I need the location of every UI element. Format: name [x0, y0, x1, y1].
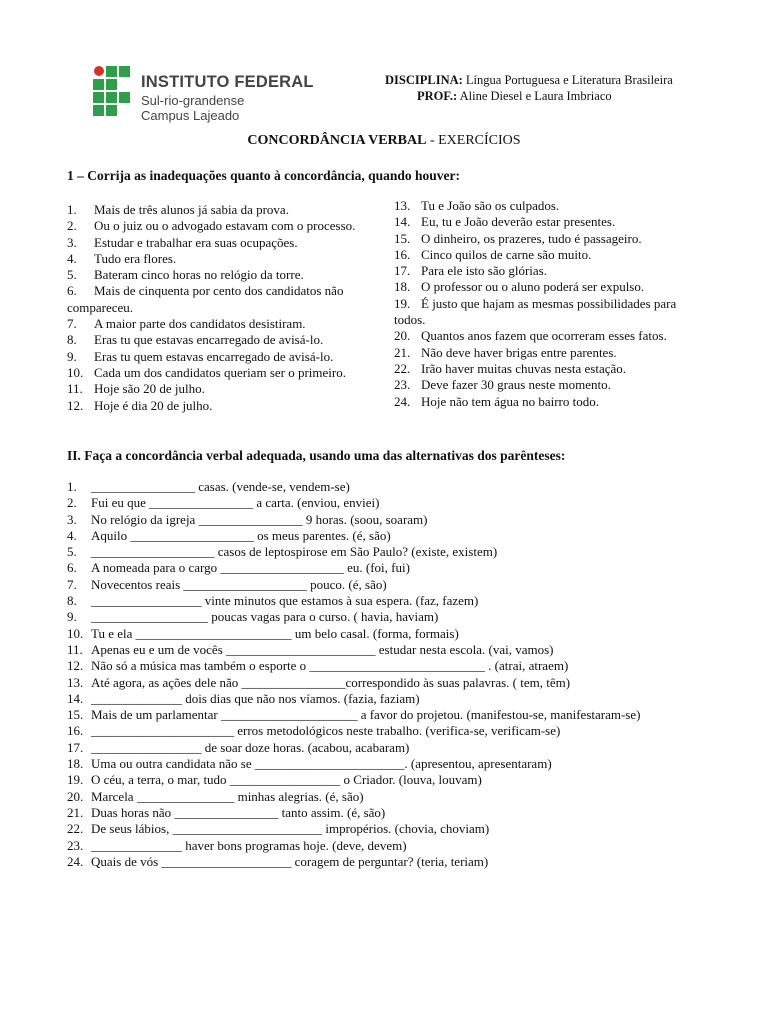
list-item: [67, 723, 747, 739]
list-item-text: ______________________ erros metodológicos neste trabalho. (verifica-se, verificam-se): [91, 723, 561, 739]
list-item-text: Tu e João são os culpados.: [421, 198, 560, 213]
professor-line: [385, 88, 673, 104]
list-item-text: __________________ poucas vagas para o curso. ( havia, haviam): [91, 609, 439, 625]
list-item-text: _________________ de soar doze horas. (acabou, acabaram): [91, 739, 410, 755]
list-item: [67, 283, 372, 316]
list-item: [67, 512, 747, 528]
list-item: [394, 279, 699, 295]
list-item-number: 18.: [394, 279, 411, 295]
list-item: [67, 479, 747, 495]
list-item-number: 13.: [67, 674, 84, 690]
list-item-number: 5.: [67, 267, 77, 283]
list-item-text: Bateram cinco horas no relógio da torre.: [94, 267, 304, 283]
list-item-text: Até agora, as ações dele não ________________correspondido às suas palavras. ( tem, têm): [91, 674, 571, 690]
list-item-number: 5.: [67, 544, 77, 560]
list-item: [394, 263, 699, 279]
list-item-text: Uma ou outra candidata não se _______________________. (apresentou, apresentaram): [91, 756, 552, 772]
list-item: [67, 398, 372, 414]
section2-list: [67, 479, 747, 870]
list-item: [67, 675, 747, 691]
logo-green-square: [93, 79, 104, 90]
list-item: [394, 231, 699, 247]
list-item-text: Hoje não tem água no bairro todo.: [421, 393, 599, 409]
list-item-text: Marcela _______________ minhas alegrias. (é, são): [91, 788, 364, 804]
logo-campus-line1: Sul-rio-grandense: [141, 93, 245, 108]
list-item-text: Para ele isto são glórias.: [421, 263, 547, 279]
list-item-number: 18.: [67, 756, 84, 772]
list-item: [67, 658, 747, 674]
list-item: [67, 740, 747, 756]
list-item-number: 11.: [67, 641, 83, 657]
list-item-text: Mais de cinquenta por cento dos candidatos não compareceu.: [67, 283, 344, 315]
institution-logo-icon: [93, 66, 137, 122]
list-item-number: 23.: [394, 377, 411, 393]
list-item-text: O professor ou o aluno poderá ser expulso.: [421, 279, 645, 295]
list-item-number: 7.: [67, 316, 77, 332]
list-item: [67, 838, 747, 854]
list-item-number: 6.: [67, 560, 77, 576]
list-item-number: 7.: [67, 576, 77, 592]
list-item: [394, 361, 699, 377]
list-item-text: Eu, tu e João deverão estar presentes.: [421, 214, 616, 230]
list-item: [67, 267, 372, 283]
list-item: [67, 495, 747, 511]
list-item-number: 12.: [67, 397, 84, 413]
list-item-text: Cada um dos candidatos queriam ser o primeiro.: [94, 364, 346, 380]
list-item: [394, 214, 699, 230]
list-item: [67, 772, 747, 788]
list-item: [67, 821, 747, 837]
list-item-text: Estudar e trabalhar era suas ocupações.: [94, 234, 298, 250]
list-item-number: 6.: [67, 283, 77, 299]
list-item-number: 24.: [67, 853, 84, 869]
list-item: [67, 609, 747, 625]
logo-green-square: [106, 66, 117, 77]
list-item: [67, 381, 372, 397]
list-item-number: 9.: [67, 348, 77, 364]
list-item-number: 4.: [67, 527, 77, 543]
list-item-text: Duas horas não ________________ tanto assim. (é, são): [91, 804, 386, 820]
list-item: [394, 328, 699, 344]
list-item-number: 21.: [394, 344, 411, 360]
list-item-number: 15.: [394, 230, 411, 246]
list-item-text: ______________ dois dias que não nos víamos. (fazia, faziam): [91, 690, 420, 706]
list-item-text: Tu e ela ________________________ um belo casal. (forma, formais): [91, 625, 459, 641]
list-item-text: Hoje são 20 de julho.: [94, 381, 205, 397]
list-item: [394, 296, 699, 329]
list-item-text: O dinheiro, os prazeres, tudo é passageiro.: [421, 230, 642, 246]
list-item: [67, 528, 747, 544]
list-item-number: 2.: [67, 495, 77, 511]
list-item: [67, 626, 747, 642]
list-item: [394, 247, 699, 263]
list-item-number: 20.: [67, 788, 84, 804]
list-item: [394, 377, 699, 393]
list-item-number: 9.: [67, 609, 77, 625]
logo-red-dot: [94, 66, 104, 76]
professor-label: PROF.:: [417, 89, 458, 103]
list-item: [67, 544, 747, 560]
list-item-number: 17.: [394, 263, 411, 279]
list-item-text: Eras tu que estavas encarregado de avisá-lo.: [94, 332, 324, 348]
list-item-text: Não só a música mas também o esporte o ___________________________ . (atrai, atraem): [91, 658, 569, 674]
list-item: [67, 218, 372, 234]
list-item: [67, 349, 372, 365]
list-item-text: Deve fazer 30 graus neste momento.: [421, 377, 611, 393]
list-item-number: 3.: [67, 511, 77, 527]
list-item: [67, 691, 747, 707]
list-item-text: Ou o juiz ou o advogado estavam com o processo.: [94, 218, 356, 234]
list-item-number: 22.: [67, 821, 84, 837]
list-item-text: Quais de vós ____________________ coragem de perguntar? (teria, teriam): [91, 853, 489, 869]
list-item-text: A nomeada para o cargo ___________________ eu. (foi, fui): [91, 560, 410, 576]
list-item-number: 4.: [67, 250, 77, 266]
list-item-number: 2.: [67, 218, 77, 234]
list-item: [394, 345, 699, 361]
list-item-text: De seus lábios, _______________________ impropérios. (chovia, choviam): [91, 821, 490, 837]
list-item-text: Novecentos reais ___________________ pouco. (é, são): [91, 576, 387, 592]
page-title-bold: CONCORDÂNCIA VERBAL: [247, 133, 427, 148]
list-item-text: Hoje é dia 20 de julho.: [94, 397, 213, 413]
list-item: [67, 789, 747, 805]
list-item-number: 3.: [67, 234, 77, 250]
logo-green-square: [119, 66, 130, 77]
list-item: [67, 805, 747, 821]
list-item-number: 16.: [67, 723, 84, 739]
list-item: [67, 235, 372, 251]
discipline-line: [385, 72, 673, 88]
list-item-number: 24.: [394, 393, 411, 409]
list-item: [67, 642, 747, 658]
list-item: [394, 394, 699, 410]
list-item-number: 8.: [67, 332, 77, 348]
list-item-number: 17.: [67, 739, 84, 755]
list-item-number: 1.: [67, 479, 77, 494]
list-item-number: 10.: [67, 625, 84, 641]
list-item-text: ______________ haver bons programas hoje. (deve, devem): [91, 837, 407, 853]
list-item-text: Mais de um parlamentar _____________________ a favor do projetou. (manifestou-se, manifestaram-se): [91, 707, 641, 723]
list-item-text: Apenas eu e um de vocês _______________________ estudar nesta escola. (vai, vamos): [91, 641, 554, 657]
list-item-text: A maior parte dos candidatos desistiram.: [94, 316, 306, 332]
professor-value: Aline Diesel e Laura Imbriaco: [459, 89, 612, 103]
list-item-number: 13.: [394, 198, 411, 213]
list-item-number: 10.: [67, 364, 84, 380]
list-item: [67, 316, 372, 332]
list-item-number: 23.: [67, 837, 84, 853]
list-item-text: Não deve haver brigas entre parentes.: [421, 344, 617, 360]
list-item-number: 16.: [394, 246, 411, 262]
list-item: [67, 577, 747, 593]
list-item-number: 21.: [67, 804, 84, 820]
list-item-text: Cinco quilos de carne são muito.: [421, 246, 592, 262]
list-item-text: É justo que hajam as mesmas possibilidades para todos.: [394, 295, 677, 328]
list-item-text: Tudo era flores.: [94, 250, 177, 266]
logo-green-square: [106, 105, 117, 116]
logo-campus-line2: Campus Lajeado: [141, 108, 240, 123]
list-item-number: 19.: [394, 295, 411, 311]
list-item-text: Mais de três alunos já sabia da prova.: [94, 202, 289, 217]
list-item-number: 11.: [67, 381, 83, 397]
logo-green-square: [93, 105, 104, 116]
list-item-text: Quantos anos fazem que ocorreram esses fatos.: [421, 328, 667, 344]
list-item: [67, 560, 747, 576]
list-item-number: 8.: [67, 593, 77, 609]
list-item-number: 1.: [67, 202, 77, 217]
list-item: [67, 202, 372, 218]
section1-heading: 1 – Corrija as inadequações quanto à concordância, quando houver:: [67, 168, 461, 183]
section2-heading: II. Faça a concordância verbal adequada, usando uma das alternativas dos parênteses:: [67, 448, 566, 463]
discipline-label: DISCIPLINA:: [385, 73, 463, 87]
logo-green-square: [106, 79, 117, 90]
list-item-text: ________________ casas. (vende-se, vendem-se): [91, 479, 350, 494]
list-item-number: 12.: [67, 658, 84, 674]
logo-green-square: [93, 92, 104, 103]
list-item: [67, 854, 747, 870]
section1-right-list: [394, 198, 699, 410]
list-item: [67, 365, 372, 381]
list-item: [67, 593, 747, 609]
list-item-number: 15.: [67, 707, 84, 723]
logo-green-square: [106, 92, 117, 103]
list-item-number: 14.: [67, 690, 84, 706]
list-item: [67, 332, 372, 348]
list-item-text: Fui eu que ________________ a carta. (enviou, enviei): [91, 495, 380, 511]
list-item-text: O céu, a terra, o mar, tudo _________________ o Criador. (louva, louvam): [91, 772, 482, 788]
logo-institution-name: INSTITUTO FEDERAL: [141, 73, 314, 91]
list-item-text: ___________________ casos de leptospirose em São Paulo? (existe, existem): [91, 544, 498, 560]
list-item-number: 19.: [67, 772, 84, 788]
list-item-text: _________________ vinte minutos que estamos à sua espera. (faz, fazem): [91, 593, 479, 609]
list-item-text: Aquilo ___________________ os meus parentes. (é, são): [91, 527, 391, 543]
list-item-text: Eras tu quem estavas encarregado de avisá-lo.: [94, 348, 334, 364]
list-item-number: 20.: [394, 328, 411, 344]
list-item: [394, 198, 699, 214]
page-title-rest: - EXERCÍCIOS: [426, 133, 521, 148]
logo-green-square: [119, 92, 130, 103]
course-info: [385, 72, 673, 104]
list-item-number: 22.: [394, 360, 411, 376]
list-item: [67, 251, 372, 267]
section1-left-list: [67, 202, 372, 414]
list-item: [67, 707, 747, 723]
list-item-number: 14.: [394, 214, 411, 230]
institution-logo: [93, 66, 313, 126]
list-item-text: Irão haver muitas chuvas nesta estação.: [421, 360, 627, 376]
list-item-text: No relógio da igreja ________________ 9 horas. (soou, soaram): [91, 511, 428, 527]
discipline-value: Língua Portuguesa e Literatura Brasileira: [465, 73, 673, 87]
list-item: [67, 756, 747, 772]
page-title: [0, 133, 768, 149]
